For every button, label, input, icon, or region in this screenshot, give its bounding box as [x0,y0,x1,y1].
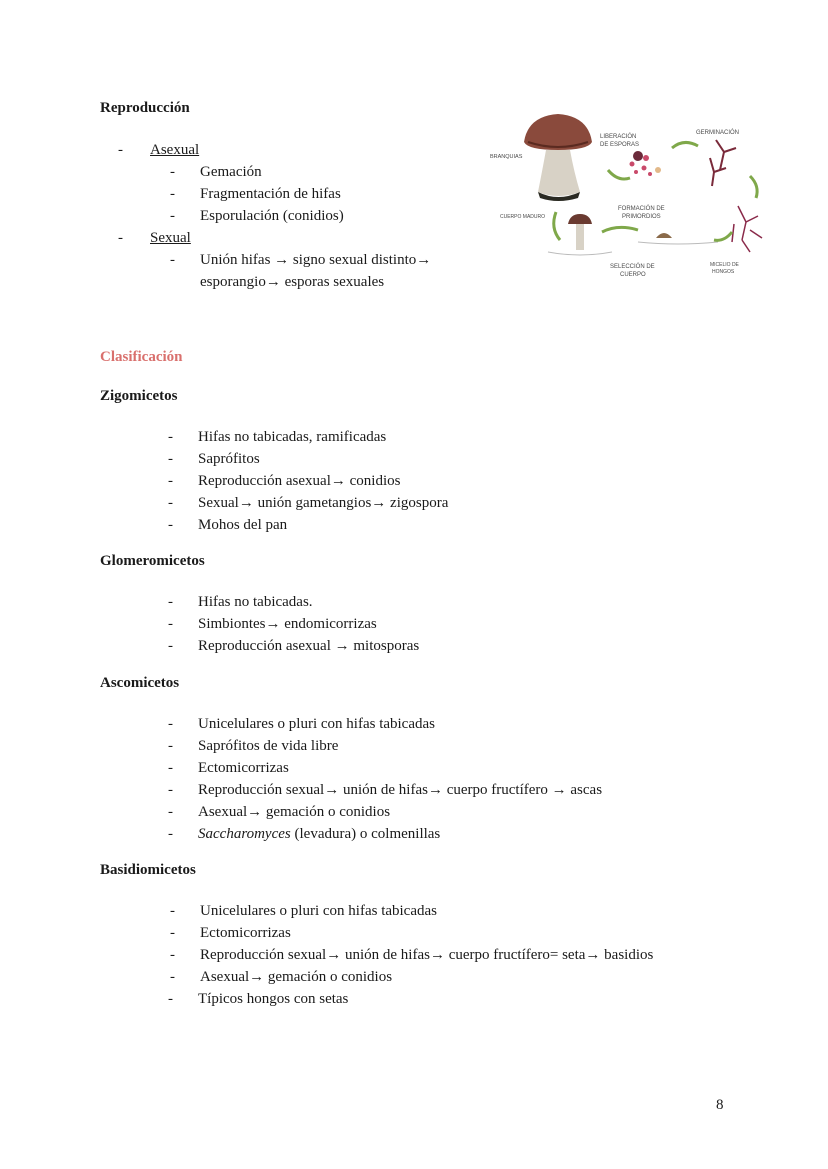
label-formacion-2: PRIMORDIOS [622,214,661,220]
label-formacion-1: FORMACIÓN DE [618,206,665,212]
label-liberacion-2: DE ESPORAS [600,142,640,148]
list-item: - Típicos hongos con setas [168,991,349,1007]
list-item-continuation: esporangio→ esporas sexuales [200,274,385,290]
asexual-label: Asexual [150,142,200,158]
bullet-dash: - [118,230,123,246]
list-item: - Saprófitos [168,451,260,467]
label-seleccion-2: CUERPO [620,272,646,278]
list-item: - Reproducción asexual → mitosporas [168,638,420,654]
primordia-illustration [638,233,718,244]
list-item: - Saprófitos de vida libre [168,738,339,754]
label-cuerpo-maduro: CUERPO MADURO [500,214,546,220]
mycelium-illustration [732,206,762,252]
list-item: - Asexual→ gemación o conidios [168,804,391,820]
heading-reproduccion: Reproducción [100,100,190,116]
list-item: - Gemación [170,164,262,180]
list-item: - Reproducción asexual→ conidios [168,473,401,489]
germination-illustration [710,140,736,186]
heading-glomeromicetos: Glomeromicetos [100,553,205,569]
cycle-arrows [554,142,757,240]
list-item: - Ectomicorrizas [168,760,289,776]
list-item: - Asexual→ gemación o conidios [170,969,393,985]
heading-zigomicetos: Zigomicetos [100,388,178,404]
list-item: - Reproducción sexual→ unión de hifas→ cuerpo fructífero= seta→ basidios [170,947,654,963]
list-item: - Ectomicorrizas [170,925,291,941]
list-item: - Saccharomyces (levadura) o colmenillas [168,826,441,842]
mature-mushroom-illustration [524,114,592,201]
italic-genus: Saccharomyces [198,826,291,842]
label-branquias: BRANQUIAS [490,154,523,160]
list-item: - Mohos del pan [168,517,288,533]
list-item: - Unión hifas → signo sexual distinto→ [170,252,432,268]
heading-clasificacion: Clasificación [100,349,183,365]
label-seleccion-1: SELECCIÓN DE [610,264,655,270]
bullet-dash: - [118,142,123,158]
list-item-sexual [118,227,191,249]
sexual-label: Sexual [150,230,191,246]
list-item: - Hifas no tabicadas, ramificadas [168,429,387,445]
heading-ascomicetos: Ascomicetos [100,675,180,691]
list-item: - Sexual→ unión gametangios→ zigospora [168,495,449,511]
list-item-asexual [118,139,200,161]
page-number: 8 [716,1097,724,1113]
list-item: - Esporulación (conidios) [170,208,344,224]
label-micelio-1: MICELIO DE [710,262,739,268]
list-item: - Fragmentación de hifas [170,186,341,202]
list-item: - Simbiontes→ endomicorrizas [168,616,377,632]
list-item: - Unicelulares o pluri con hifas tabicadas [168,716,435,732]
label-germinacion: GERMINACIÓN [696,130,740,136]
spores-illustration [630,151,662,176]
list-item: - Reproducción sexual→ unión de hifas→ cuerpo fructífero → ascas [168,782,603,798]
label-liberacion-1: LIBERACIÓN [600,134,637,140]
heading-basidiomicetos: Basidiomicetos [100,862,196,878]
list-item: - Unicelulares o pluri con hifas tabicadas [170,903,437,919]
list-item: - Hifas no tabicadas. [168,594,313,610]
label-micelio-2: HONGOS [712,269,735,275]
mushroom-lifecycle-figure [488,112,766,288]
